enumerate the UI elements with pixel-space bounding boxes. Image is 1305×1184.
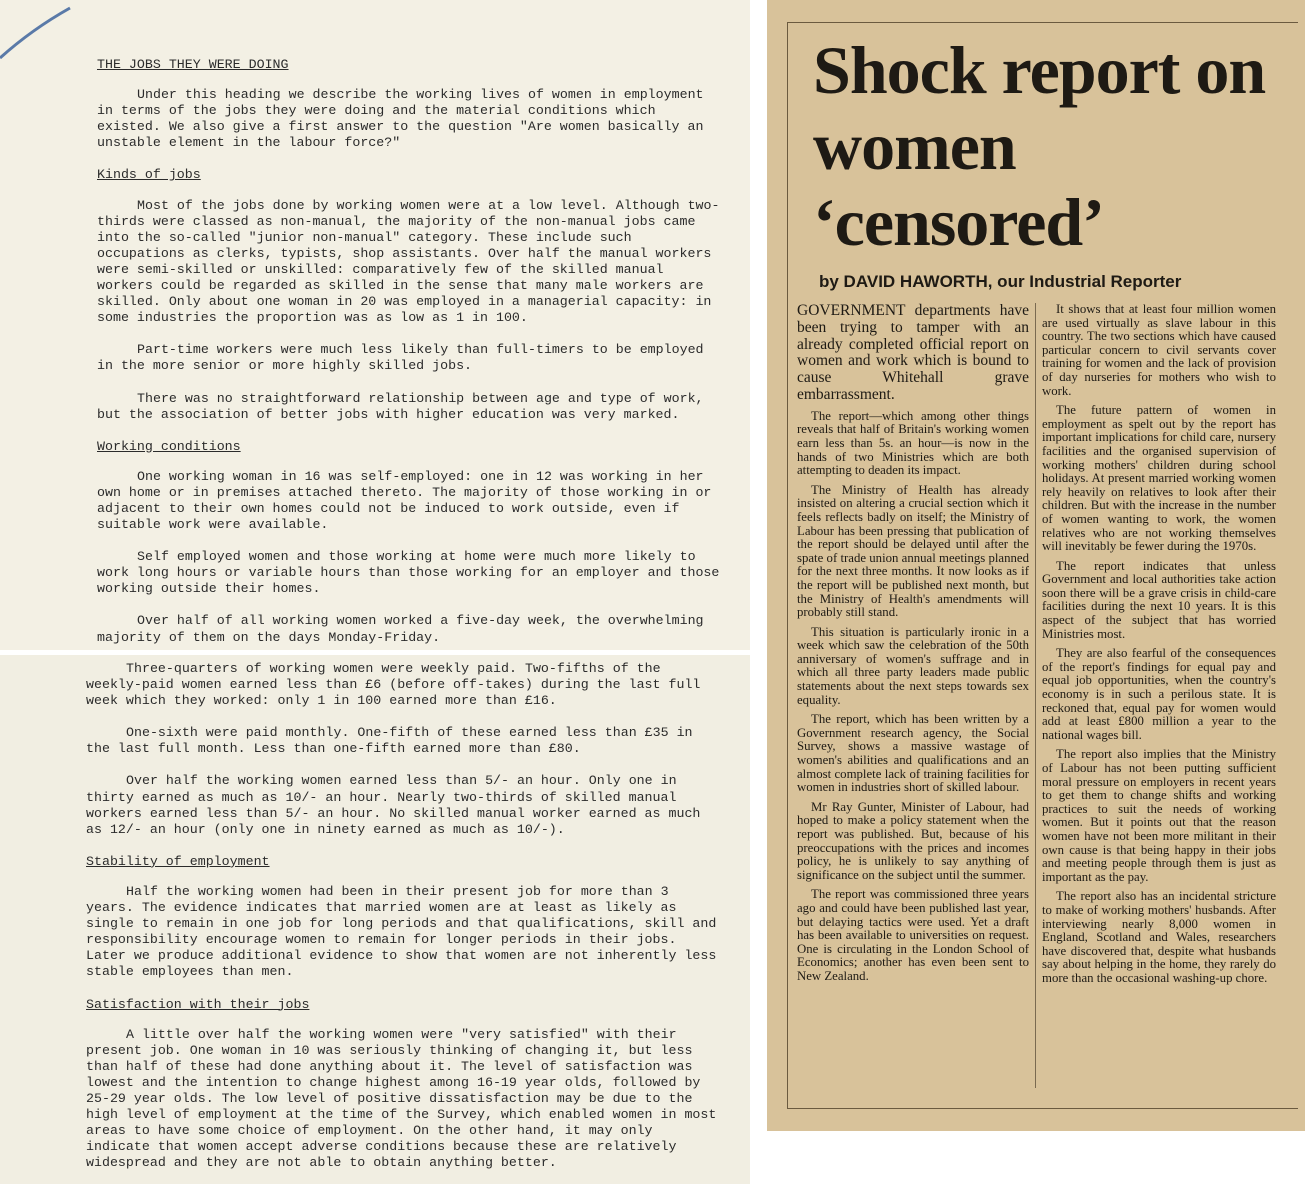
binding-string-icon <box>0 0 80 70</box>
conditions-paragraph-1: One working woman in 16 was self-employed: one in 12 was working in her own home or in premises attached thereto. The majority of those working in or adjacent to their own homes could not be induced to work outside, even if suitable work were available. <box>97 468 712 533</box>
article-column-right <box>1042 303 1276 992</box>
intro-paragraph: Under this heading we describe the working lives of women in employment in terms of the jobs they were doing and the material conditions which existed. We also give a first answer to the question "Are women basically an unstable element in the labour force?" <box>97 87 704 151</box>
headline: Shock report on women ‘censored’ <box>813 32 1266 260</box>
conditions-paragraph-3: Over half of all working women worked a five-day week, the overwhelming majority of them on the days Monday-Friday. <box>97 613 704 645</box>
article-paragraph: The report indicates that unless Government and local authorities take action soon there will be a grave crisis in child-care facilities during the next 10 years. It is this aspect of the subject that has worried Ministries most. <box>1042 558 1276 641</box>
kinds-heading: Kinds of jobs <box>97 167 201 183</box>
article-paragraph: It shows that at least four million women are used virtually as slave labour in this country. The two sections which have caused particular concern to civil servants cover training for women and the lack of provision of day nurseries for mothers who wish to work. <box>1042 302 1276 398</box>
article-column-left <box>797 303 1029 990</box>
kinds-paragraph-3: There was no straightforward relationship between age and type of work, but the association of better jobs with higher education was very marked. <box>97 390 704 422</box>
pay-paragraph-2: One-sixth were paid monthly. One-fifth of these earned less than £35 in the last full month. Less than one-fifth earned more than £80. <box>86 725 693 757</box>
stability-paragraph: Half the working women had been in their present job for more than 3 years. The evidence indicates that married women are at least as likely as single to remain in one job for long periods and that qualifications, skill and responsibility encourage women to remain for longer periods in their jobs. Later we produce additional evidence to show that women are not inherently less stable employees than men. <box>86 883 717 980</box>
conditions-heading: Working conditions <box>97 438 241 454</box>
stability-heading: Stability of employment <box>86 853 270 869</box>
article-paragraph: GOVERNMENT departments have been trying to tamper with an already completed official report on women and work which is bound to cause Whitehall grave embarrassment. <box>797 302 1029 403</box>
kinds-paragraph-2: Part-time workers were much less likely than full-timers to be employed in the more senior or more highly skilled jobs. <box>97 342 704 374</box>
article-paragraph: The report was commissioned three years ago and could have been published last year, but delaying tactics were used. Yet a draft has been available to universities on request. One is circulating in the London School of Economics; another has even been sent to New Zealand. <box>797 887 1029 983</box>
satisfaction-heading: Satisfaction with their jobs <box>86 996 310 1012</box>
article-paragraph: The Ministry of Health has already insisted on altering a crucial section which it feels reflects badly on itself; the Ministry of Labour has been pressing that publication of the report should be delayed until after the spate of trade union annual meetings planned for the next three months. It now looks as if the report will be published next month, but the Ministry of Health's amendments will probably still stand. <box>797 482 1029 620</box>
pay-paragraph-1: Three-quarters of working women were weekly paid. Two-fifths of the weekly-paid women earned less than £6 (before off-takes) during the last full week which they worked: only 1 in 100 earned more than £16. <box>86 661 701 709</box>
report-page-top <box>0 0 750 650</box>
column-divider <box>1035 303 1036 1088</box>
section-title: THE JOBS THEY WERE DOING <box>97 57 289 72</box>
article-paragraph: The report—which among other things reveals that half of Britain's working women earn less than 5s. an hour—is now in the hands of two Ministries which are both attempting to deaden its impact. <box>797 408 1029 478</box>
article-paragraph: The future pattern of women in employment as spelt out by the report has important implications for child care, nursery facilities and the organised supervision of working mothers' children during school holidays. At present married working women rely heavily on relatives to look after their children. But with the increase in the number of women wanting to work, the women relatives who are not working themselves will inevitably be fewer during the 1970s. <box>1042 403 1276 554</box>
article-paragraph: The report, which has been written by a Government research agency, the Social Survey, shows a massive wastage of women's abilities and qualifications and an almost complete lack of training facilities for women in industries short of skilled labour. <box>797 712 1029 795</box>
satisfaction-paragraph: A little over half the working women were "very satisfied" with their present job. One woman in 10 was seriously thinking of changing it, but less than half of these had done anything about it. The level of satisfaction was lowest and the intention to change highest among 16-19 year olds, followed by 25-29 year olds. The low level of positive dissatisfaction may be due to the high level of employment at the time of the Survey, which enabled women in most areas to have some choice of employment. On the other hand, it may only indicate that women accept adverse conditions because these are relatively widespread and they are not able to obtain anything better. <box>86 1026 717 1171</box>
article-paragraph: This situation is particularly ironic in a week which saw the celebration of the 50th anniversary of women's suffrage and in which all three party leaders made public statements about the next steps towards sex equality. <box>797 624 1029 707</box>
article-paragraph: They are also fearful of the consequences of the report's findings for equal pay and equal job opportunities, when the country's economy is in such a perilous state. It is reckoned that, equal pay for women would add at least £800 million a year to the national wages bill. <box>1042 646 1276 742</box>
newspaper-clipping <box>767 0 1305 1131</box>
conditions-paragraph-2: Self employed women and those working at home were much more likely to work long hours or variable hours than those working for an employer and those working outside their homes. <box>97 549 720 597</box>
kinds-paragraph-1: Most of the jobs done by working women were at a low level. Although two-thirds were classed as non-manual, the majority of the non-manual jobs came into the so-called "junior non-manual" category. These include such occupations as clerks, typists, shop assistants. Over half the manual workers were semi-skilled or unskilled: comparatively few of the skilled manual workers could be regarded as skilled in the sense that many male workers are skilled. Only about one woman in 20 was employed in a managerial capacity: in some industries the proportion was as low as 1 in 100. <box>97 197 720 326</box>
article-paragraph: The report also has an incidental stricture to make of working mothers' husbands. After interviewing nearly 8,000 women in England, Scotland and Wales, researchers have discovered that, despite what husbands say about helping in the home, they rarely do more than the occasional washing-up chore. <box>1042 889 1276 985</box>
report-page-bottom <box>0 655 750 1184</box>
byline: by DAVID HAWORTH, our Industrial Reporter <box>819 272 1182 291</box>
article-paragraph: Mr Ray Gunter, Minister of Labour, had hoped to make a policy statement when the report was published. But, because of his preoccupations with the prices and incomes policy, he is unlikely to say anything of significance on the subject until the summer. <box>797 799 1029 882</box>
pay-paragraph-3: Over half the working women earned less than 5/- an hour. Only one in thirty earned as much as 10/- an hour. Nearly two-thirds of skilled manual workers earned less than 5/- an hour. No skilled manual worker earned as much as 12/- an hour (only one in ninety earned as much as 10/-). <box>86 773 701 837</box>
article-paragraph: The report also implies that the Ministry of Labour has not been putting sufficient moral pressure on employers in recent years to get them to change shifts and working practices to suit the needs of working women. But it points out that the reason women have not been more militant in their own cause is that being happy in their jobs and meeting people through them is just as important as the pay. <box>1042 747 1276 884</box>
